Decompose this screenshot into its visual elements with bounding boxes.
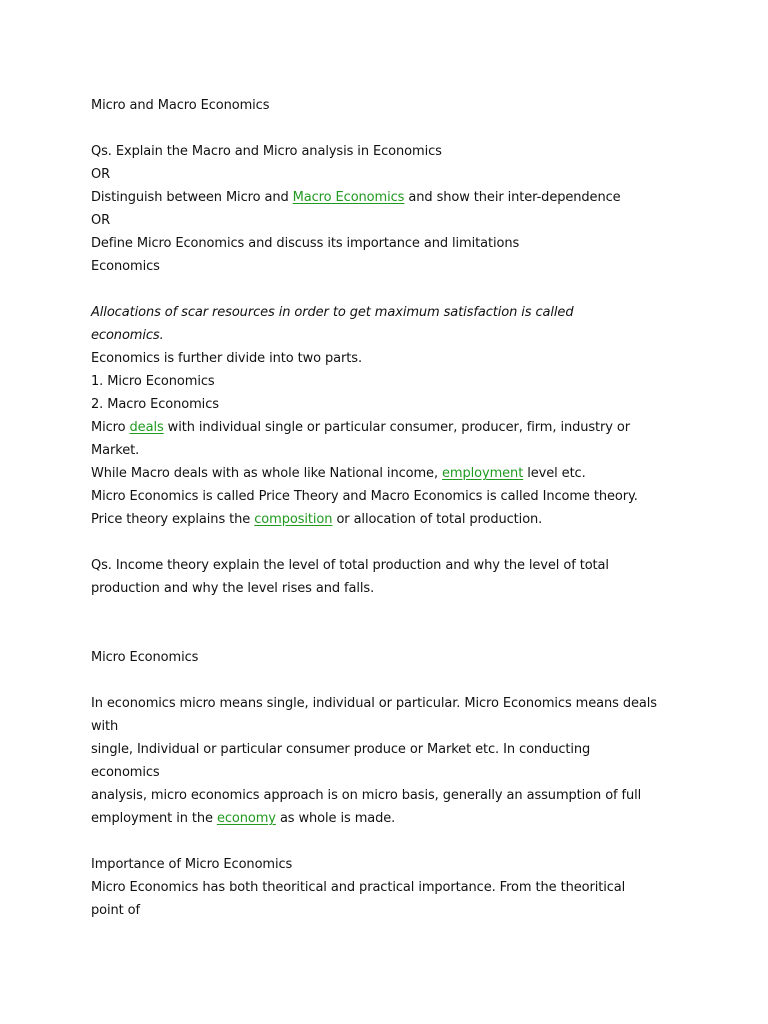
definition-line-2: economics. [91, 328, 164, 343]
composition-link[interactable]: composition [254, 512, 333, 527]
spacer [91, 600, 701, 623]
importance-paragraph-2: point of [91, 903, 141, 918]
micro-paragraph-1: In economics micro means single, individual or particular. Micro Economics means deals [91, 696, 657, 711]
micro-paragraph-6: employment in the economy as whole is made. [91, 811, 396, 826]
doc-title: Micro and Macro Economics [91, 98, 270, 113]
micro-deals-line: Micro deals with individual single or particular consumer, producer, firm, industry or [91, 420, 631, 435]
or-separator-1: OR [91, 167, 111, 182]
micro-paragraph-2: with [91, 719, 119, 734]
macro-economics-link[interactable]: Macro Economics [292, 190, 405, 205]
importance-paragraph-1: Micro Economics has both theoritical and practical importance. From the theoritical [91, 880, 626, 895]
spacer [91, 278, 701, 301]
economics-label: Economics [91, 259, 160, 274]
list-item-micro: 1. Micro Economics [91, 374, 215, 389]
document-body [91, 94, 701, 922]
micro-paragraph-3: single, Individual or particular consumer produce or Market etc. In conducting [91, 742, 591, 757]
price-theory-line: Price theory explains the composition or allocation of total production. [91, 512, 543, 527]
spacer [91, 669, 701, 692]
spacer [91, 117, 701, 140]
question-2-line-2: production and why the level rises and falls. [91, 581, 375, 596]
market-line: Market. [91, 443, 140, 458]
micro-section-heading: Micro Economics [91, 650, 199, 665]
micro-paragraph-4: economics [91, 765, 160, 780]
employment-link[interactable]: employment [442, 466, 524, 481]
micro-paragraph-5: analysis, micro economics approach is on micro basis, generally an assumption of full [91, 788, 642, 803]
divide-line: Economics is further divide into two parts. [91, 351, 362, 366]
spacer [91, 830, 701, 853]
question-1-alt: Distinguish between Micro and Macro Economics and show their inter-dependence [91, 190, 621, 205]
deals-link[interactable]: deals [129, 420, 164, 435]
importance-heading: Importance of Micro Economics [91, 857, 293, 872]
macro-deals-line: While Macro deals with as whole like National income, employment level etc. [91, 466, 586, 481]
definition-line-1: Allocations of scar resources in order to get maximum satisfaction is called [91, 305, 574, 320]
list-item-macro: 2. Macro Economics [91, 397, 219, 412]
question-2-line-1: Qs. Income theory explain the level of total production and why the level of total [91, 558, 609, 573]
spacer [91, 531, 701, 554]
economy-link[interactable]: economy [216, 811, 276, 826]
question-1: Qs. Explain the Macro and Micro analysis in Economics [91, 144, 442, 159]
question-1-alt-2: Define Micro Economics and discuss its importance and limitations [91, 236, 520, 251]
or-separator-2: OR [91, 213, 111, 228]
spacer [91, 623, 701, 646]
theory-line: Micro Economics is called Price Theory and Macro Economics is called Income theory. [91, 489, 638, 504]
